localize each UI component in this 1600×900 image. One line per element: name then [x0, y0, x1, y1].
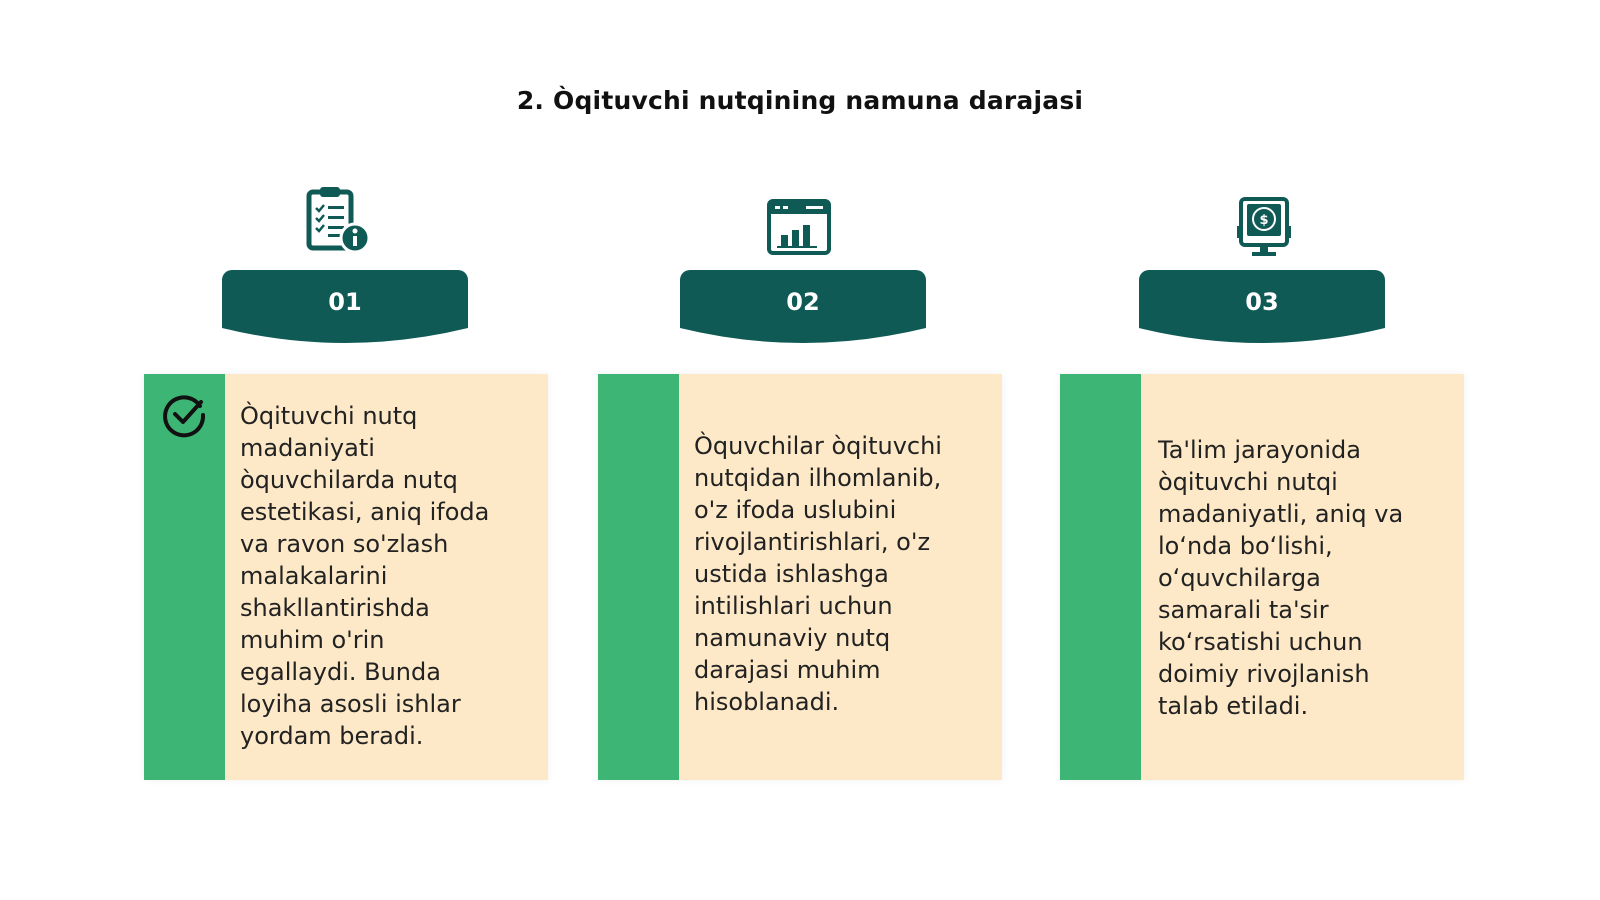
step-number: 03 — [1245, 288, 1279, 316]
step-card-03 — [1060, 374, 1464, 780]
monitor-dollar-icon — [1236, 196, 1316, 276]
check-circle-icon — [162, 392, 208, 438]
step-text: Òqituvchi nutq madaniyati òquvchilarda nutq estetikasi, aniq ifoda va ravon so'zlash malakalarini shakllantirishda muhim o'rin egallaydi. Bunda loyiha asosli ishlar yordam beradi. — [240, 402, 490, 750]
accent-bar — [1060, 374, 1141, 780]
accent-bar — [598, 374, 679, 780]
svg-text:$: $ — [1259, 213, 1269, 228]
step-badge-01 — [222, 270, 468, 350]
step-number: 01 — [328, 288, 362, 316]
step-card-01 — [144, 374, 548, 780]
step-badge-02 — [680, 270, 926, 350]
step-text: Òquvchilar òqituvchi nutqidan ilhomlanib, o'z ifoda uslubini rivojlantirishlari, o'z ustida ishlashga intilishlari uchun namunaviy nutq darajasi muhim hisoblanadi. — [694, 432, 942, 716]
step-number: 02 — [786, 288, 820, 316]
clipboard-checklist-info-icon — [305, 186, 385, 266]
step-text: Ta'lim jarayonida òqituvchi nutqi madaniyatli, aniq va loʻnda boʻlishi, oʻquvchilarga samarali ta'sir koʻrsatishi uchun doimiy rivojlanish talab etiladi. — [1158, 436, 1404, 720]
browser-bar-chart-icon — [766, 198, 846, 278]
slide-title: 2. Òqituvchi nutqining namuna darajasi — [516, 86, 1084, 115]
step-card-02 — [598, 374, 1002, 780]
step-badge-03 — [1139, 270, 1385, 350]
